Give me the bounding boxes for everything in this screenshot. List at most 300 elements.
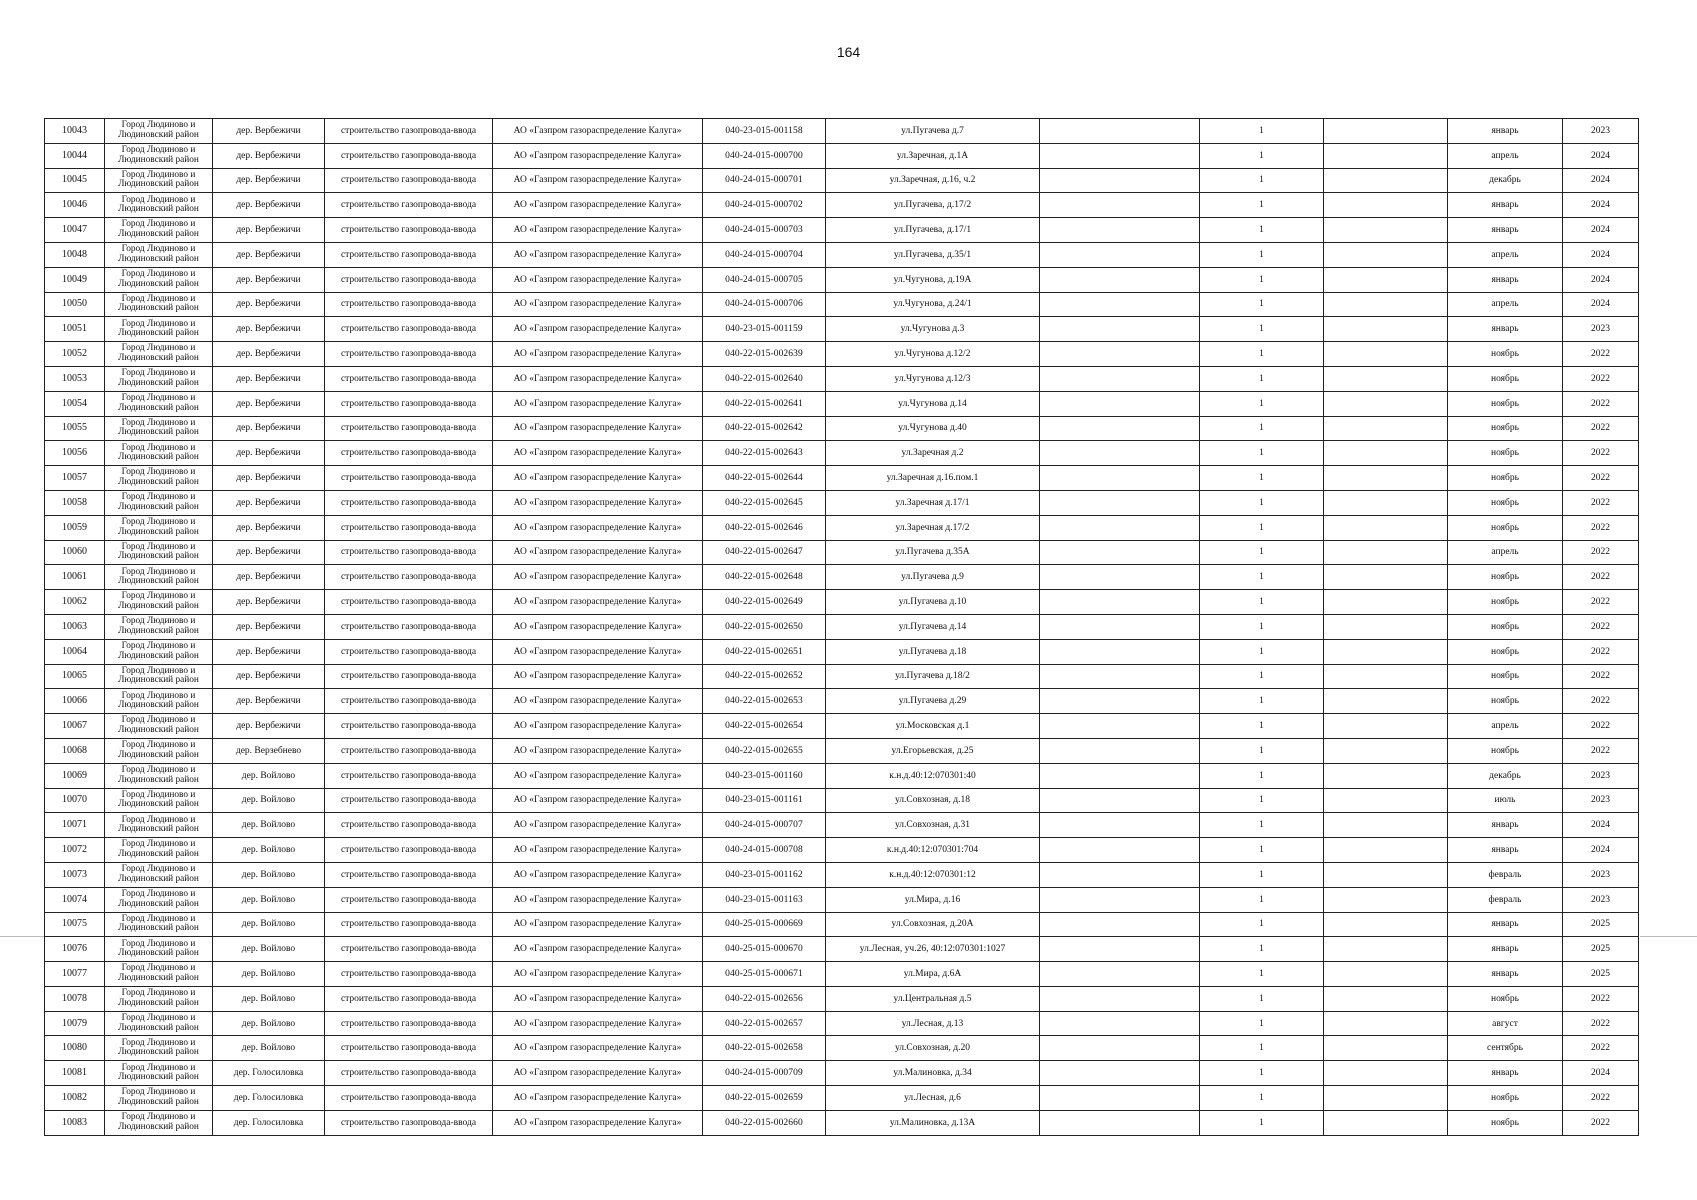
work-type-cell: строительство газопровода-ввода <box>325 1036 493 1061</box>
object-code-cell: 040-24-015-000706 <box>703 292 826 317</box>
row-number-cell: 10054 <box>45 391 105 416</box>
address-cell: ул.Пугачева д.10 <box>826 590 1040 615</box>
municipality-cell: Город Людиново и Людиновский район <box>105 317 213 342</box>
locality-cell: дер. Вербежичи <box>213 168 325 193</box>
organization-cell: АО «Газпром газораспределение Калуга» <box>493 391 703 416</box>
extra-cell <box>1040 441 1200 466</box>
table-row <box>45 441 1639 466</box>
extra-cell <box>1040 887 1200 912</box>
table-row <box>45 887 1639 912</box>
quantity-cell: 1 <box>1200 887 1324 912</box>
locality-cell: дер. Вербежичи <box>213 218 325 243</box>
municipality-cell: Город Людиново и Людиновский район <box>105 763 213 788</box>
quantity-cell: 1 <box>1200 342 1324 367</box>
note-cell <box>1324 714 1448 739</box>
quantity-cell: 1 <box>1200 218 1324 243</box>
work-type-cell: строительство газопровода-ввода <box>325 342 493 367</box>
object-code-cell: 040-22-015-002639 <box>703 342 826 367</box>
municipality-cell: Город Людиново и Людиновский район <box>105 242 213 267</box>
work-type-cell: строительство газопровода-ввода <box>325 639 493 664</box>
quantity-cell: 1 <box>1200 639 1324 664</box>
work-type-cell: строительство газопровода-ввода <box>325 292 493 317</box>
address-cell: ул.Чугунова д.14 <box>826 391 1040 416</box>
locality-cell: дер. Вербежичи <box>213 664 325 689</box>
object-code-cell: 040-23-015-001160 <box>703 763 826 788</box>
extra-cell <box>1040 515 1200 540</box>
edge-mark-right <box>1640 936 1697 937</box>
quantity-cell: 1 <box>1200 590 1324 615</box>
locality-cell: дер. Вербежичи <box>213 689 325 714</box>
month-cell: январь <box>1448 317 1563 342</box>
extra-cell <box>1040 416 1200 441</box>
organization-cell: АО «Газпром газораспределение Калуга» <box>493 887 703 912</box>
address-cell: ул.Совхозная, д.20А <box>826 912 1040 937</box>
extra-cell <box>1040 738 1200 763</box>
organization-cell: АО «Газпром газораспределение Калуга» <box>493 565 703 590</box>
locality-cell: дер. Вербежичи <box>213 267 325 292</box>
locality-cell: дер. Войлово <box>213 986 325 1011</box>
organization-cell: АО «Газпром газораспределение Калуга» <box>493 441 703 466</box>
extra-cell <box>1040 590 1200 615</box>
note-cell <box>1324 590 1448 615</box>
address-cell: ул.Чугунова, д.19А <box>826 267 1040 292</box>
year-cell: 2023 <box>1563 119 1639 144</box>
note-cell <box>1324 366 1448 391</box>
row-number-cell: 10078 <box>45 986 105 1011</box>
table-row <box>45 267 1639 292</box>
object-code-cell: 040-23-015-001159 <box>703 317 826 342</box>
note-cell <box>1324 391 1448 416</box>
organization-cell: АО «Газпром газораспределение Калуга» <box>493 590 703 615</box>
quantity-cell: 1 <box>1200 168 1324 193</box>
object-code-cell: 040-22-015-002642 <box>703 416 826 441</box>
month-cell: февраль <box>1448 862 1563 887</box>
row-number-cell: 10070 <box>45 788 105 813</box>
quantity-cell: 1 <box>1200 416 1324 441</box>
month-cell: январь <box>1448 962 1563 987</box>
note-cell <box>1324 639 1448 664</box>
extra-cell <box>1040 193 1200 218</box>
quantity-cell: 1 <box>1200 738 1324 763</box>
work-type-cell: строительство газопровода-ввода <box>325 614 493 639</box>
address-cell: ул.Центральная д.5 <box>826 986 1040 1011</box>
address-cell: ул.Заречная, д.16, ч.2 <box>826 168 1040 193</box>
note-cell <box>1324 490 1448 515</box>
table-row <box>45 590 1639 615</box>
municipality-cell: Город Людиново и Людиновский район <box>105 962 213 987</box>
object-code-cell: 040-22-015-002643 <box>703 441 826 466</box>
note-cell <box>1324 1086 1448 1111</box>
row-number-cell: 10083 <box>45 1110 105 1135</box>
organization-cell: АО «Газпром газораспределение Калуга» <box>493 218 703 243</box>
work-type-cell: строительство газопровода-ввода <box>325 490 493 515</box>
work-type-cell: строительство газопровода-ввода <box>325 738 493 763</box>
work-type-cell: строительство газопровода-ввода <box>325 986 493 1011</box>
locality-cell: дер. Войлово <box>213 937 325 962</box>
month-cell: январь <box>1448 119 1563 144</box>
extra-cell <box>1040 714 1200 739</box>
locality-cell: дер. Войлово <box>213 788 325 813</box>
address-cell: ул.Лесная, д.13 <box>826 1011 1040 1036</box>
year-cell: 2022 <box>1563 565 1639 590</box>
organization-cell: АО «Газпром газораспределение Калуга» <box>493 763 703 788</box>
object-code-cell: 040-25-015-000669 <box>703 912 826 937</box>
extra-cell <box>1040 565 1200 590</box>
month-cell: ноябрь <box>1448 639 1563 664</box>
locality-cell: дер. Вербежичи <box>213 466 325 491</box>
month-cell: ноябрь <box>1448 738 1563 763</box>
address-cell: ул.Пугачева д.18/2 <box>826 664 1040 689</box>
organization-cell: АО «Газпром газораспределение Калуга» <box>493 490 703 515</box>
table-row <box>45 292 1639 317</box>
address-cell: ул.Мира, д.16 <box>826 887 1040 912</box>
organization-cell: АО «Газпром газораспределение Калуга» <box>493 689 703 714</box>
month-cell: апрель <box>1448 242 1563 267</box>
organization-cell: АО «Газпром газораспределение Калуга» <box>493 788 703 813</box>
year-cell: 2023 <box>1563 887 1639 912</box>
object-code-cell: 040-22-015-002655 <box>703 738 826 763</box>
municipality-cell: Город Людиново и Людиновский район <box>105 986 213 1011</box>
organization-cell: АО «Газпром газораспределение Калуга» <box>493 714 703 739</box>
note-cell <box>1324 813 1448 838</box>
quantity-cell: 1 <box>1200 490 1324 515</box>
municipality-cell: Город Людиново и Людиновский район <box>105 838 213 863</box>
row-number-cell: 10067 <box>45 714 105 739</box>
quantity-cell: 1 <box>1200 242 1324 267</box>
object-code-cell: 040-24-015-000705 <box>703 267 826 292</box>
registry-table <box>44 118 1639 1136</box>
year-cell: 2022 <box>1563 689 1639 714</box>
year-cell: 2022 <box>1563 1036 1639 1061</box>
year-cell: 2022 <box>1563 515 1639 540</box>
municipality-cell: Город Людиново и Людиновский район <box>105 813 213 838</box>
municipality-cell: Город Людиново и Людиновский район <box>105 689 213 714</box>
work-type-cell: строительство газопровода-ввода <box>325 862 493 887</box>
address-cell: ул.Чугунова д.3 <box>826 317 1040 342</box>
locality-cell: дер. Вербежичи <box>213 540 325 565</box>
address-cell: ул.Заречная д.17/2 <box>826 515 1040 540</box>
month-cell: ноябрь <box>1448 366 1563 391</box>
work-type-cell: строительство газопровода-ввода <box>325 689 493 714</box>
extra-cell <box>1040 267 1200 292</box>
row-number-cell: 10043 <box>45 119 105 144</box>
municipality-cell: Город Людиново и Людиновский район <box>105 714 213 739</box>
object-code-cell: 040-22-015-002648 <box>703 565 826 590</box>
quantity-cell: 1 <box>1200 292 1324 317</box>
row-number-cell: 10050 <box>45 292 105 317</box>
address-cell: ул.Егорьевская, д.25 <box>826 738 1040 763</box>
work-type-cell: строительство газопровода-ввода <box>325 962 493 987</box>
table-row <box>45 614 1639 639</box>
work-type-cell: строительство газопровода-ввода <box>325 416 493 441</box>
address-cell: к.н.д.40:12:070301:40 <box>826 763 1040 788</box>
municipality-cell: Город Людиново и Людиновский район <box>105 391 213 416</box>
work-type-cell: строительство газопровода-ввода <box>325 441 493 466</box>
municipality-cell: Город Людиново и Людиновский район <box>105 887 213 912</box>
month-cell: декабрь <box>1448 168 1563 193</box>
row-number-cell: 10072 <box>45 838 105 863</box>
extra-cell <box>1040 788 1200 813</box>
work-type-cell: строительство газопровода-ввода <box>325 813 493 838</box>
note-cell <box>1324 962 1448 987</box>
locality-cell: дер. Войлово <box>213 838 325 863</box>
quantity-cell: 1 <box>1200 1086 1324 1111</box>
table-row <box>45 738 1639 763</box>
locality-cell: дер. Войлово <box>213 862 325 887</box>
quantity-cell: 1 <box>1200 391 1324 416</box>
municipality-cell: Город Людиново и Людиновский район <box>105 937 213 962</box>
year-cell: 2022 <box>1563 466 1639 491</box>
work-type-cell: строительство газопровода-ввода <box>325 1011 493 1036</box>
locality-cell: дер. Вербежичи <box>213 639 325 664</box>
quantity-cell: 1 <box>1200 912 1324 937</box>
quantity-cell: 1 <box>1200 986 1324 1011</box>
municipality-cell: Город Людиново и Людиновский район <box>105 565 213 590</box>
address-cell: ул.Пугачева д.7 <box>826 119 1040 144</box>
month-cell: ноябрь <box>1448 689 1563 714</box>
row-number-cell: 10074 <box>45 887 105 912</box>
work-type-cell: строительство газопровода-ввода <box>325 366 493 391</box>
organization-cell: АО «Газпром газораспределение Калуга» <box>493 614 703 639</box>
row-number-cell: 10062 <box>45 590 105 615</box>
month-cell: ноябрь <box>1448 441 1563 466</box>
object-code-cell: 040-22-015-002657 <box>703 1011 826 1036</box>
quantity-cell: 1 <box>1200 962 1324 987</box>
year-cell: 2024 <box>1563 143 1639 168</box>
municipality-cell: Город Людиново и Людиновский район <box>105 119 213 144</box>
organization-cell: АО «Газпром газораспределение Калуга» <box>493 515 703 540</box>
organization-cell: АО «Газпром газораспределение Калуга» <box>493 639 703 664</box>
address-cell: ул.Пугачева д.29 <box>826 689 1040 714</box>
work-type-cell: строительство газопровода-ввода <box>325 937 493 962</box>
organization-cell: АО «Газпром газораспределение Калуга» <box>493 317 703 342</box>
month-cell: ноябрь <box>1448 590 1563 615</box>
work-type-cell: строительство газопровода-ввода <box>325 242 493 267</box>
work-type-cell: строительство газопровода-ввода <box>325 565 493 590</box>
organization-cell: АО «Газпром газораспределение Калуга» <box>493 466 703 491</box>
extra-cell <box>1040 1110 1200 1135</box>
quantity-cell: 1 <box>1200 813 1324 838</box>
extra-cell <box>1040 342 1200 367</box>
month-cell: сентябрь <box>1448 1036 1563 1061</box>
locality-cell: дер. Войлово <box>213 1011 325 1036</box>
year-cell: 2024 <box>1563 218 1639 243</box>
table-row <box>45 218 1639 243</box>
table-row <box>45 962 1639 987</box>
year-cell: 2022 <box>1563 639 1639 664</box>
locality-cell: дер. Голосиловка <box>213 1061 325 1086</box>
object-code-cell: 040-24-015-000701 <box>703 168 826 193</box>
extra-cell <box>1040 1061 1200 1086</box>
locality-cell: дер. Войлово <box>213 912 325 937</box>
object-code-cell: 040-22-015-002654 <box>703 714 826 739</box>
row-number-cell: 10080 <box>45 1036 105 1061</box>
municipality-cell: Город Людиново и Людиновский район <box>105 218 213 243</box>
year-cell: 2022 <box>1563 342 1639 367</box>
year-cell: 2022 <box>1563 590 1639 615</box>
extra-cell <box>1040 466 1200 491</box>
month-cell: ноябрь <box>1448 342 1563 367</box>
row-number-cell: 10052 <box>45 342 105 367</box>
work-type-cell: строительство газопровода-ввода <box>325 664 493 689</box>
note-cell <box>1324 1036 1448 1061</box>
row-number-cell: 10046 <box>45 193 105 218</box>
table-row <box>45 242 1639 267</box>
month-cell: январь <box>1448 218 1563 243</box>
row-number-cell: 10079 <box>45 1011 105 1036</box>
table-row <box>45 515 1639 540</box>
month-cell: ноябрь <box>1448 664 1563 689</box>
year-cell: 2022 <box>1563 1011 1639 1036</box>
organization-cell: АО «Газпром газораспределение Калуга» <box>493 664 703 689</box>
object-code-cell: 040-23-015-001161 <box>703 788 826 813</box>
object-code-cell: 040-22-015-002656 <box>703 986 826 1011</box>
object-code-cell: 040-24-015-000708 <box>703 838 826 863</box>
municipality-cell: Город Людиново и Людиновский район <box>105 1110 213 1135</box>
organization-cell: АО «Газпром газораспределение Калуга» <box>493 267 703 292</box>
municipality-cell: Город Людиново и Людиновский район <box>105 515 213 540</box>
registry-table-wrapper <box>44 118 1639 1136</box>
note-cell <box>1324 689 1448 714</box>
year-cell: 2022 <box>1563 490 1639 515</box>
locality-cell: дер. Войлово <box>213 813 325 838</box>
table-row <box>45 912 1639 937</box>
note-cell <box>1324 887 1448 912</box>
extra-cell <box>1040 540 1200 565</box>
work-type-cell: строительство газопровода-ввода <box>325 714 493 739</box>
table-row <box>45 143 1639 168</box>
locality-cell: дер. Вербежичи <box>213 614 325 639</box>
extra-cell <box>1040 986 1200 1011</box>
extra-cell <box>1040 119 1200 144</box>
table-row <box>45 639 1639 664</box>
address-cell: ул.Совхозная, д.31 <box>826 813 1040 838</box>
table-row <box>45 788 1639 813</box>
extra-cell <box>1040 813 1200 838</box>
quantity-cell: 1 <box>1200 515 1324 540</box>
note-cell <box>1324 912 1448 937</box>
municipality-cell: Город Людиново и Людиновский район <box>105 1011 213 1036</box>
month-cell: ноябрь <box>1448 1086 1563 1111</box>
quantity-cell: 1 <box>1200 267 1324 292</box>
extra-cell <box>1040 1036 1200 1061</box>
work-type-cell: строительство газопровода-ввода <box>325 540 493 565</box>
locality-cell: дер. Войлово <box>213 763 325 788</box>
extra-cell <box>1040 1086 1200 1111</box>
year-cell: 2022 <box>1563 391 1639 416</box>
table-row <box>45 416 1639 441</box>
extra-cell <box>1040 639 1200 664</box>
table-row <box>45 1061 1639 1086</box>
note-cell <box>1324 1011 1448 1036</box>
table-row <box>45 838 1639 863</box>
object-code-cell: 040-22-015-002650 <box>703 614 826 639</box>
table-row <box>45 763 1639 788</box>
work-type-cell: строительство газопровода-ввода <box>325 912 493 937</box>
locality-cell: дер. Вербежичи <box>213 292 325 317</box>
locality-cell: дер. Вербежичи <box>213 441 325 466</box>
work-type-cell: строительство газопровода-ввода <box>325 1110 493 1135</box>
object-code-cell: 040-22-015-002641 <box>703 391 826 416</box>
municipality-cell: Город Людиново и Людиновский район <box>105 416 213 441</box>
note-cell <box>1324 788 1448 813</box>
month-cell: ноябрь <box>1448 565 1563 590</box>
object-code-cell: 040-24-015-000702 <box>703 193 826 218</box>
year-cell: 2024 <box>1563 838 1639 863</box>
organization-cell: АО «Газпром газораспределение Калуга» <box>493 962 703 987</box>
quantity-cell: 1 <box>1200 664 1324 689</box>
address-cell: ул.Московская д.1 <box>826 714 1040 739</box>
row-number-cell: 10051 <box>45 317 105 342</box>
year-cell: 2024 <box>1563 1061 1639 1086</box>
year-cell: 2022 <box>1563 416 1639 441</box>
address-cell: ул.Пугачева, д.17/2 <box>826 193 1040 218</box>
row-number-cell: 10058 <box>45 490 105 515</box>
row-number-cell: 10063 <box>45 614 105 639</box>
quantity-cell: 1 <box>1200 119 1324 144</box>
note-cell <box>1324 441 1448 466</box>
object-code-cell: 040-22-015-002658 <box>703 1036 826 1061</box>
extra-cell <box>1040 317 1200 342</box>
extra-cell <box>1040 391 1200 416</box>
organization-cell: АО «Газпром газораспределение Калуга» <box>493 1036 703 1061</box>
year-cell: 2022 <box>1563 714 1639 739</box>
year-cell: 2023 <box>1563 317 1639 342</box>
row-number-cell: 10057 <box>45 466 105 491</box>
quantity-cell: 1 <box>1200 862 1324 887</box>
municipality-cell: Город Людиново и Людиновский район <box>105 1061 213 1086</box>
municipality-cell: Город Людиново и Людиновский район <box>105 639 213 664</box>
locality-cell: дер. Войлово <box>213 962 325 987</box>
table-row <box>45 862 1639 887</box>
municipality-cell: Город Людиново и Людиновский район <box>105 143 213 168</box>
object-code-cell: 040-25-015-000671 <box>703 962 826 987</box>
note-cell <box>1324 763 1448 788</box>
extra-cell <box>1040 168 1200 193</box>
row-number-cell: 10061 <box>45 565 105 590</box>
note-cell <box>1324 1110 1448 1135</box>
address-cell: ул.Пугачева, д.17/1 <box>826 218 1040 243</box>
address-cell: к.н.д.40:12:070301:704 <box>826 838 1040 863</box>
locality-cell: дер. Вербежичи <box>213 193 325 218</box>
table-row <box>45 342 1639 367</box>
work-type-cell: строительство газопровода-ввода <box>325 788 493 813</box>
address-cell: ул.Лесная, уч.26, 40:12:070301:1027 <box>826 937 1040 962</box>
organization-cell: АО «Газпром газораспределение Калуга» <box>493 862 703 887</box>
address-cell: ул.Заречная, д.1А <box>826 143 1040 168</box>
locality-cell: дер. Вербежичи <box>213 565 325 590</box>
row-number-cell: 10056 <box>45 441 105 466</box>
object-code-cell: 040-22-015-002659 <box>703 1086 826 1111</box>
table-row <box>45 1011 1639 1036</box>
work-type-cell: строительство газопровода-ввода <box>325 168 493 193</box>
work-type-cell: строительство газопровода-ввода <box>325 515 493 540</box>
row-number-cell: 10053 <box>45 366 105 391</box>
note-cell <box>1324 218 1448 243</box>
year-cell: 2022 <box>1563 614 1639 639</box>
note-cell <box>1324 862 1448 887</box>
year-cell: 2025 <box>1563 962 1639 987</box>
table-row <box>45 490 1639 515</box>
address-cell: ул.Малиновка, д.13А <box>826 1110 1040 1135</box>
municipality-cell: Город Людиново и Людиновский район <box>105 366 213 391</box>
month-cell: апрель <box>1448 540 1563 565</box>
locality-cell: дер. Вербежичи <box>213 342 325 367</box>
year-cell: 2025 <box>1563 937 1639 962</box>
organization-cell: АО «Газпром газораспределение Калуга» <box>493 738 703 763</box>
object-code-cell: 040-22-015-002640 <box>703 366 826 391</box>
table-row <box>45 168 1639 193</box>
